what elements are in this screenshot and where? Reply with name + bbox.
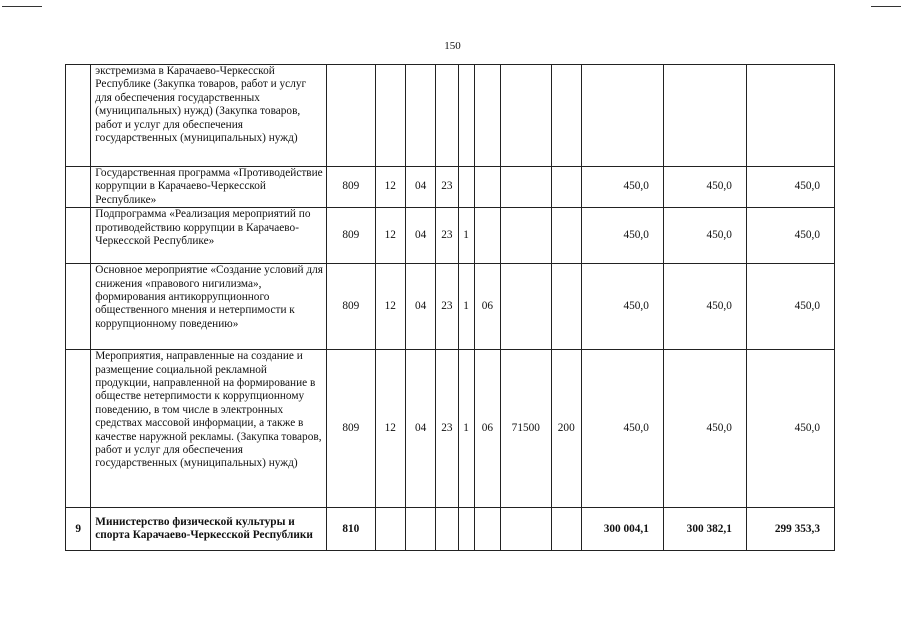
direction-code-cell: 71500 — [501, 350, 552, 508]
row-number-cell: 9 — [66, 508, 91, 551]
measure-code-cell — [474, 167, 500, 208]
amount-year1-cell: 450,0 — [581, 264, 663, 350]
ved-cell: 809 — [327, 350, 376, 508]
ved-cell: 810 — [327, 508, 376, 551]
scan-edge-line — [2, 6, 42, 7]
amount-year1-cell: 450,0 — [581, 208, 663, 264]
row-number-cell — [66, 65, 91, 167]
row-name-cell: Основное мероприятие «Создание условий для снижения «правового нигилизма», формирования антикоррупционного общественного мнения и нетерпимости к коррупционному поведению» — [91, 264, 327, 350]
ved-cell: 809 — [327, 264, 376, 350]
table-row — [66, 508, 835, 551]
amount-year2-cell: 450,0 — [663, 208, 746, 264]
amount-year1-cell: 450,0 — [581, 167, 663, 208]
measure-code-cell — [474, 208, 500, 264]
ved-cell: 809 — [327, 208, 376, 264]
table-row — [66, 65, 835, 167]
program-code-cell — [436, 65, 458, 167]
direction-code-cell — [501, 65, 552, 167]
direction-code-cell — [501, 208, 552, 264]
measure-code-cell — [474, 508, 500, 551]
amount-year3-cell: 299 353,3 — [746, 508, 834, 551]
table-row — [66, 208, 835, 264]
measure-code-cell: 06 — [474, 264, 500, 350]
table-row — [66, 264, 835, 350]
table-row — [66, 350, 835, 508]
pr-cell: 04 — [405, 264, 435, 350]
vr-cell — [551, 208, 581, 264]
rz-cell: 12 — [375, 208, 405, 264]
amount-year3-cell: 450,0 — [746, 208, 834, 264]
scan-edge-line — [871, 6, 901, 7]
ved-cell: 809 — [327, 167, 376, 208]
subprogram-code-cell — [458, 508, 474, 551]
amount-year1-cell: 300 004,1 — [581, 508, 663, 551]
pr-cell: 04 — [405, 167, 435, 208]
amount-year3-cell: 450,0 — [746, 350, 834, 508]
program-code-cell: 23 — [436, 167, 458, 208]
row-name-cell: Подпрограмма «Реализация мероприятий по противодействию коррупции в Карачаево-Черкесской Республике» — [91, 208, 327, 264]
vr-cell: 200 — [551, 350, 581, 508]
row-name-cell: Мероприятия, направленные на создание и размещение социальной рекламной продукции, направленной на формирование в обществе нетерпимости к коррупционному поведению, в том числе в электронных средствах массовой информации, а также в качестве наружной рекламы. (Закупка товаров, работ и услуг для обеспечения государственных (муниципальных) нужд) — [91, 350, 327, 508]
row-name-cell: Министерство физической культуры и спорта Карачаево-Черкесской Республики — [91, 508, 327, 551]
row-number-cell — [66, 167, 91, 208]
amount-year2-cell: 300 382,1 — [663, 508, 746, 551]
rz-cell — [375, 65, 405, 167]
row-name-cell: Государственная программа «Противодействие коррупции в Карачаево-Черкесской Республике» — [91, 167, 327, 208]
amount-year3-cell — [746, 65, 834, 167]
amount-year3-cell: 450,0 — [746, 167, 834, 208]
direction-code-cell — [501, 167, 552, 208]
page-number: 150 — [444, 40, 461, 52]
program-code-cell: 23 — [436, 208, 458, 264]
subprogram-code-cell: 1 — [458, 264, 474, 350]
rz-cell: 12 — [375, 167, 405, 208]
measure-code-cell: 06 — [474, 350, 500, 508]
amount-year2-cell — [663, 65, 746, 167]
rz-cell: 12 — [375, 350, 405, 508]
pr-cell — [405, 508, 435, 551]
program-code-cell — [436, 508, 458, 551]
rz-cell: 12 — [375, 264, 405, 350]
subprogram-code-cell — [458, 65, 474, 167]
row-number-cell — [66, 350, 91, 508]
amount-year2-cell: 450,0 — [663, 350, 746, 508]
row-number-cell — [66, 264, 91, 350]
program-code-cell: 23 — [436, 350, 458, 508]
amount-year2-cell: 450,0 — [663, 264, 746, 350]
ved-cell — [327, 65, 376, 167]
budget-table — [65, 64, 835, 551]
vr-cell — [551, 65, 581, 167]
vr-cell — [551, 167, 581, 208]
direction-code-cell — [501, 508, 552, 551]
vr-cell — [551, 264, 581, 350]
direction-code-cell — [501, 264, 552, 350]
measure-code-cell — [474, 65, 500, 167]
pr-cell — [405, 65, 435, 167]
row-name-cell: экстремизма в Карачаево-Черкесской Республике (Закупка товаров, работ и услуг для обеспечения государственных (муниципальных) нужд) (Закупка товаров, работ и услуг для обеспечения государственных (муниципальных) нужд) — [91, 65, 327, 167]
amount-year1-cell: 450,0 — [581, 350, 663, 508]
pr-cell: 04 — [405, 350, 435, 508]
subprogram-code-cell: 1 — [458, 208, 474, 264]
subprogram-code-cell — [458, 167, 474, 208]
amount-year2-cell: 450,0 — [663, 167, 746, 208]
amount-year3-cell: 450,0 — [746, 264, 834, 350]
rz-cell — [375, 508, 405, 551]
program-code-cell: 23 — [436, 264, 458, 350]
row-number-cell — [66, 208, 91, 264]
subprogram-code-cell: 1 — [458, 350, 474, 508]
amount-year1-cell — [581, 65, 663, 167]
table-row — [66, 167, 835, 208]
vr-cell — [551, 508, 581, 551]
pr-cell: 04 — [405, 208, 435, 264]
